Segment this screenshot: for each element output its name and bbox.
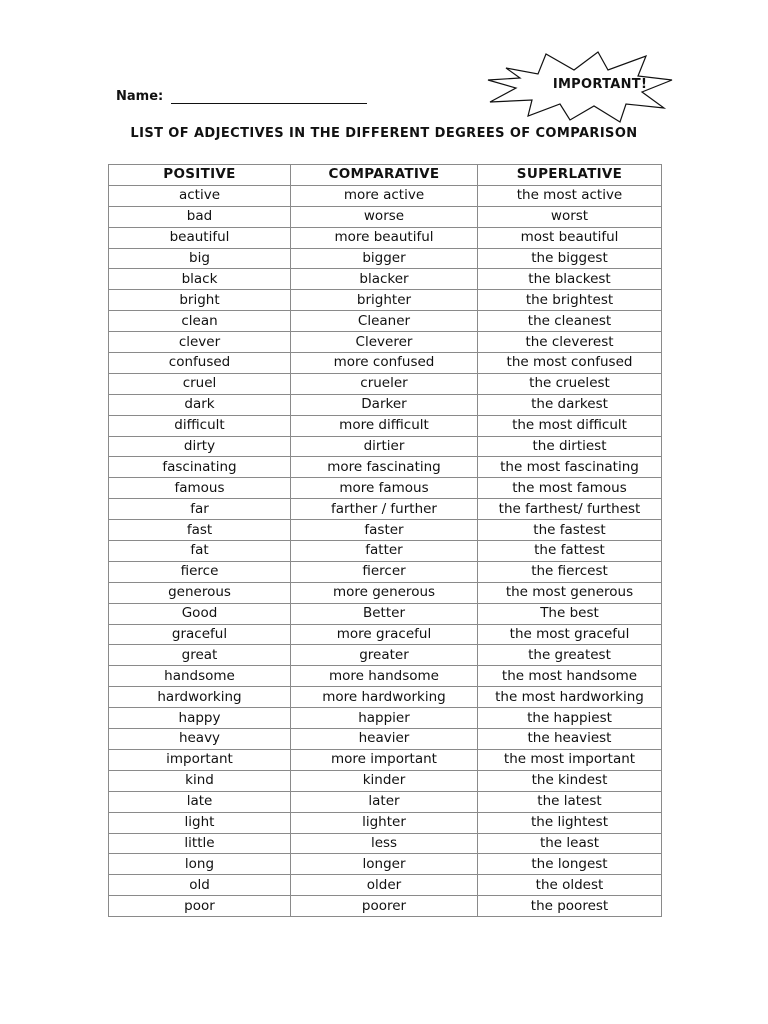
positive-cell: far <box>109 499 291 520</box>
superlative-cell: the cleverest <box>478 332 662 353</box>
superlative-cell: the fattest <box>478 541 662 562</box>
positive-cell: heavy <box>109 729 291 750</box>
positive-cell: great <box>109 645 291 666</box>
table-row <box>109 206 662 227</box>
comparative-cell: more generous <box>291 582 478 603</box>
positive-cell: active <box>109 185 291 206</box>
superlative-cell: the most famous <box>478 478 662 499</box>
superlative-cell: the fiercest <box>478 561 662 582</box>
table-row <box>109 269 662 290</box>
positive-cell: hardworking <box>109 687 291 708</box>
positive-cell: poor <box>109 896 291 917</box>
positive-cell: handsome <box>109 666 291 687</box>
name-label: Name: <box>116 89 164 104</box>
superlative-cell: most beautiful <box>478 227 662 248</box>
superlative-cell: the most generous <box>478 582 662 603</box>
positive-cell: generous <box>109 582 291 603</box>
table-row <box>109 290 662 311</box>
positive-cell: kind <box>109 770 291 791</box>
positive-cell: famous <box>109 478 291 499</box>
table-row <box>109 353 662 374</box>
superlative-cell: the kindest <box>478 770 662 791</box>
comparative-cell: more confused <box>291 353 478 374</box>
superlative-cell: the latest <box>478 791 662 812</box>
table-row <box>109 248 662 269</box>
superlative-cell: the farthest/ furthest <box>478 499 662 520</box>
table-row <box>109 394 662 415</box>
superlative-cell: the greatest <box>478 645 662 666</box>
table-row <box>109 624 662 645</box>
table-row <box>109 478 662 499</box>
comparative-cell: fiercer <box>291 561 478 582</box>
comparative-cell: more handsome <box>291 666 478 687</box>
name-blank-line <box>171 89 367 104</box>
positive-cell: important <box>109 749 291 770</box>
superlative-cell: the most hardworking <box>478 687 662 708</box>
table-row <box>109 896 662 917</box>
table-row <box>109 729 662 750</box>
comparative-cell: more beautiful <box>291 227 478 248</box>
positive-cell: graceful <box>109 624 291 645</box>
table-header-row <box>109 165 662 186</box>
adjectives-table <box>108 164 662 917</box>
superlative-cell: the most fascinating <box>478 457 662 478</box>
comparative-cell: lighter <box>291 812 478 833</box>
superlative-cell: the dirtiest <box>478 436 662 457</box>
comparative-cell: more active <box>291 185 478 206</box>
positive-cell: fast <box>109 520 291 541</box>
superlative-cell: the fastest <box>478 520 662 541</box>
table-row <box>109 749 662 770</box>
superlative-cell: the darkest <box>478 394 662 415</box>
positive-cell: happy <box>109 708 291 729</box>
document-title: LIST OF ADJECTIVES IN THE DIFFERENT DEGREES OF COMPARISON <box>130 126 638 141</box>
comparative-cell: later <box>291 791 478 812</box>
table-row <box>109 708 662 729</box>
positive-cell: confused <box>109 353 291 374</box>
table-row <box>109 415 662 436</box>
comparative-cell: less <box>291 833 478 854</box>
comparative-cell: farther / further <box>291 499 478 520</box>
comparative-cell: brighter <box>291 290 478 311</box>
comparative-cell: more famous <box>291 478 478 499</box>
superlative-cell: the happiest <box>478 708 662 729</box>
comparative-cell: more graceful <box>291 624 478 645</box>
table-row <box>109 332 662 353</box>
positive-cell: beautiful <box>109 227 291 248</box>
comparative-cell: Cleaner <box>291 311 478 332</box>
comparative-cell: fatter <box>291 541 478 562</box>
superlative-cell: the biggest <box>478 248 662 269</box>
important-badge: IMPORTANT! <box>552 77 648 92</box>
table-row <box>109 666 662 687</box>
table-row <box>109 436 662 457</box>
table-row <box>109 227 662 248</box>
comparative-cell: happier <box>291 708 478 729</box>
table-row <box>109 791 662 812</box>
positive-cell: black <box>109 269 291 290</box>
positive-cell: difficult <box>109 415 291 436</box>
comparative-cell: blacker <box>291 269 478 290</box>
positive-cell: fierce <box>109 561 291 582</box>
column-header-comparative: COMPARATIVE <box>291 165 478 186</box>
positive-cell: bright <box>109 290 291 311</box>
table-row <box>109 875 662 896</box>
table-row <box>109 687 662 708</box>
superlative-cell: worst <box>478 206 662 227</box>
table-row <box>109 603 662 624</box>
table-row <box>109 561 662 582</box>
table-row <box>109 499 662 520</box>
superlative-cell: the blackest <box>478 269 662 290</box>
table-row <box>109 833 662 854</box>
name-field-row <box>116 89 367 104</box>
superlative-cell: the most handsome <box>478 666 662 687</box>
comparative-cell: more important <box>291 749 478 770</box>
positive-cell: fat <box>109 541 291 562</box>
table-row <box>109 770 662 791</box>
superlative-cell: the lightest <box>478 812 662 833</box>
positive-cell: dark <box>109 394 291 415</box>
positive-cell: fascinating <box>109 457 291 478</box>
positive-cell: light <box>109 812 291 833</box>
positive-cell: clean <box>109 311 291 332</box>
table-row <box>109 457 662 478</box>
table-row <box>109 185 662 206</box>
positive-cell: bad <box>109 206 291 227</box>
superlative-cell: the least <box>478 833 662 854</box>
positive-cell: late <box>109 791 291 812</box>
comparative-cell: Cleverer <box>291 332 478 353</box>
superlative-cell: the most difficult <box>478 415 662 436</box>
column-header-positive: POSITIVE <box>109 165 291 186</box>
comparative-cell: more difficult <box>291 415 478 436</box>
comparative-cell: dirtier <box>291 436 478 457</box>
positive-cell: cruel <box>109 373 291 394</box>
superlative-cell: the longest <box>478 854 662 875</box>
superlative-cell: the most active <box>478 185 662 206</box>
column-header-superlative: SUPERLATIVE <box>478 165 662 186</box>
comparative-cell: kinder <box>291 770 478 791</box>
positive-cell: little <box>109 833 291 854</box>
comparative-cell: longer <box>291 854 478 875</box>
table-row <box>109 373 662 394</box>
positive-cell: long <box>109 854 291 875</box>
table-row <box>109 520 662 541</box>
table-row <box>109 311 662 332</box>
positive-cell: Good <box>109 603 291 624</box>
superlative-cell: the brightest <box>478 290 662 311</box>
comparative-cell: Better <box>291 603 478 624</box>
positive-cell: old <box>109 875 291 896</box>
comparative-cell: heavier <box>291 729 478 750</box>
superlative-cell: the poorest <box>478 896 662 917</box>
comparative-cell: crueler <box>291 373 478 394</box>
comparative-cell: more hardworking <box>291 687 478 708</box>
positive-cell: clever <box>109 332 291 353</box>
superlative-cell: the cruelest <box>478 373 662 394</box>
comparative-cell: older <box>291 875 478 896</box>
superlative-cell: the oldest <box>478 875 662 896</box>
positive-cell: dirty <box>109 436 291 457</box>
table-row <box>109 854 662 875</box>
comparative-cell: worse <box>291 206 478 227</box>
table-row <box>109 582 662 603</box>
comparative-cell: poorer <box>291 896 478 917</box>
superlative-cell: the most graceful <box>478 624 662 645</box>
table-row <box>109 812 662 833</box>
table-row <box>109 541 662 562</box>
comparative-cell: more fascinating <box>291 457 478 478</box>
superlative-cell: the heaviest <box>478 729 662 750</box>
comparative-cell: greater <box>291 645 478 666</box>
table-row <box>109 645 662 666</box>
comparative-cell: bigger <box>291 248 478 269</box>
superlative-cell: the most confused <box>478 353 662 374</box>
superlative-cell: The best <box>478 603 662 624</box>
table-body <box>109 185 662 916</box>
comparative-cell: faster <box>291 520 478 541</box>
superlative-cell: the most important <box>478 749 662 770</box>
positive-cell: big <box>109 248 291 269</box>
superlative-cell: the cleanest <box>478 311 662 332</box>
comparative-cell: Darker <box>291 394 478 415</box>
